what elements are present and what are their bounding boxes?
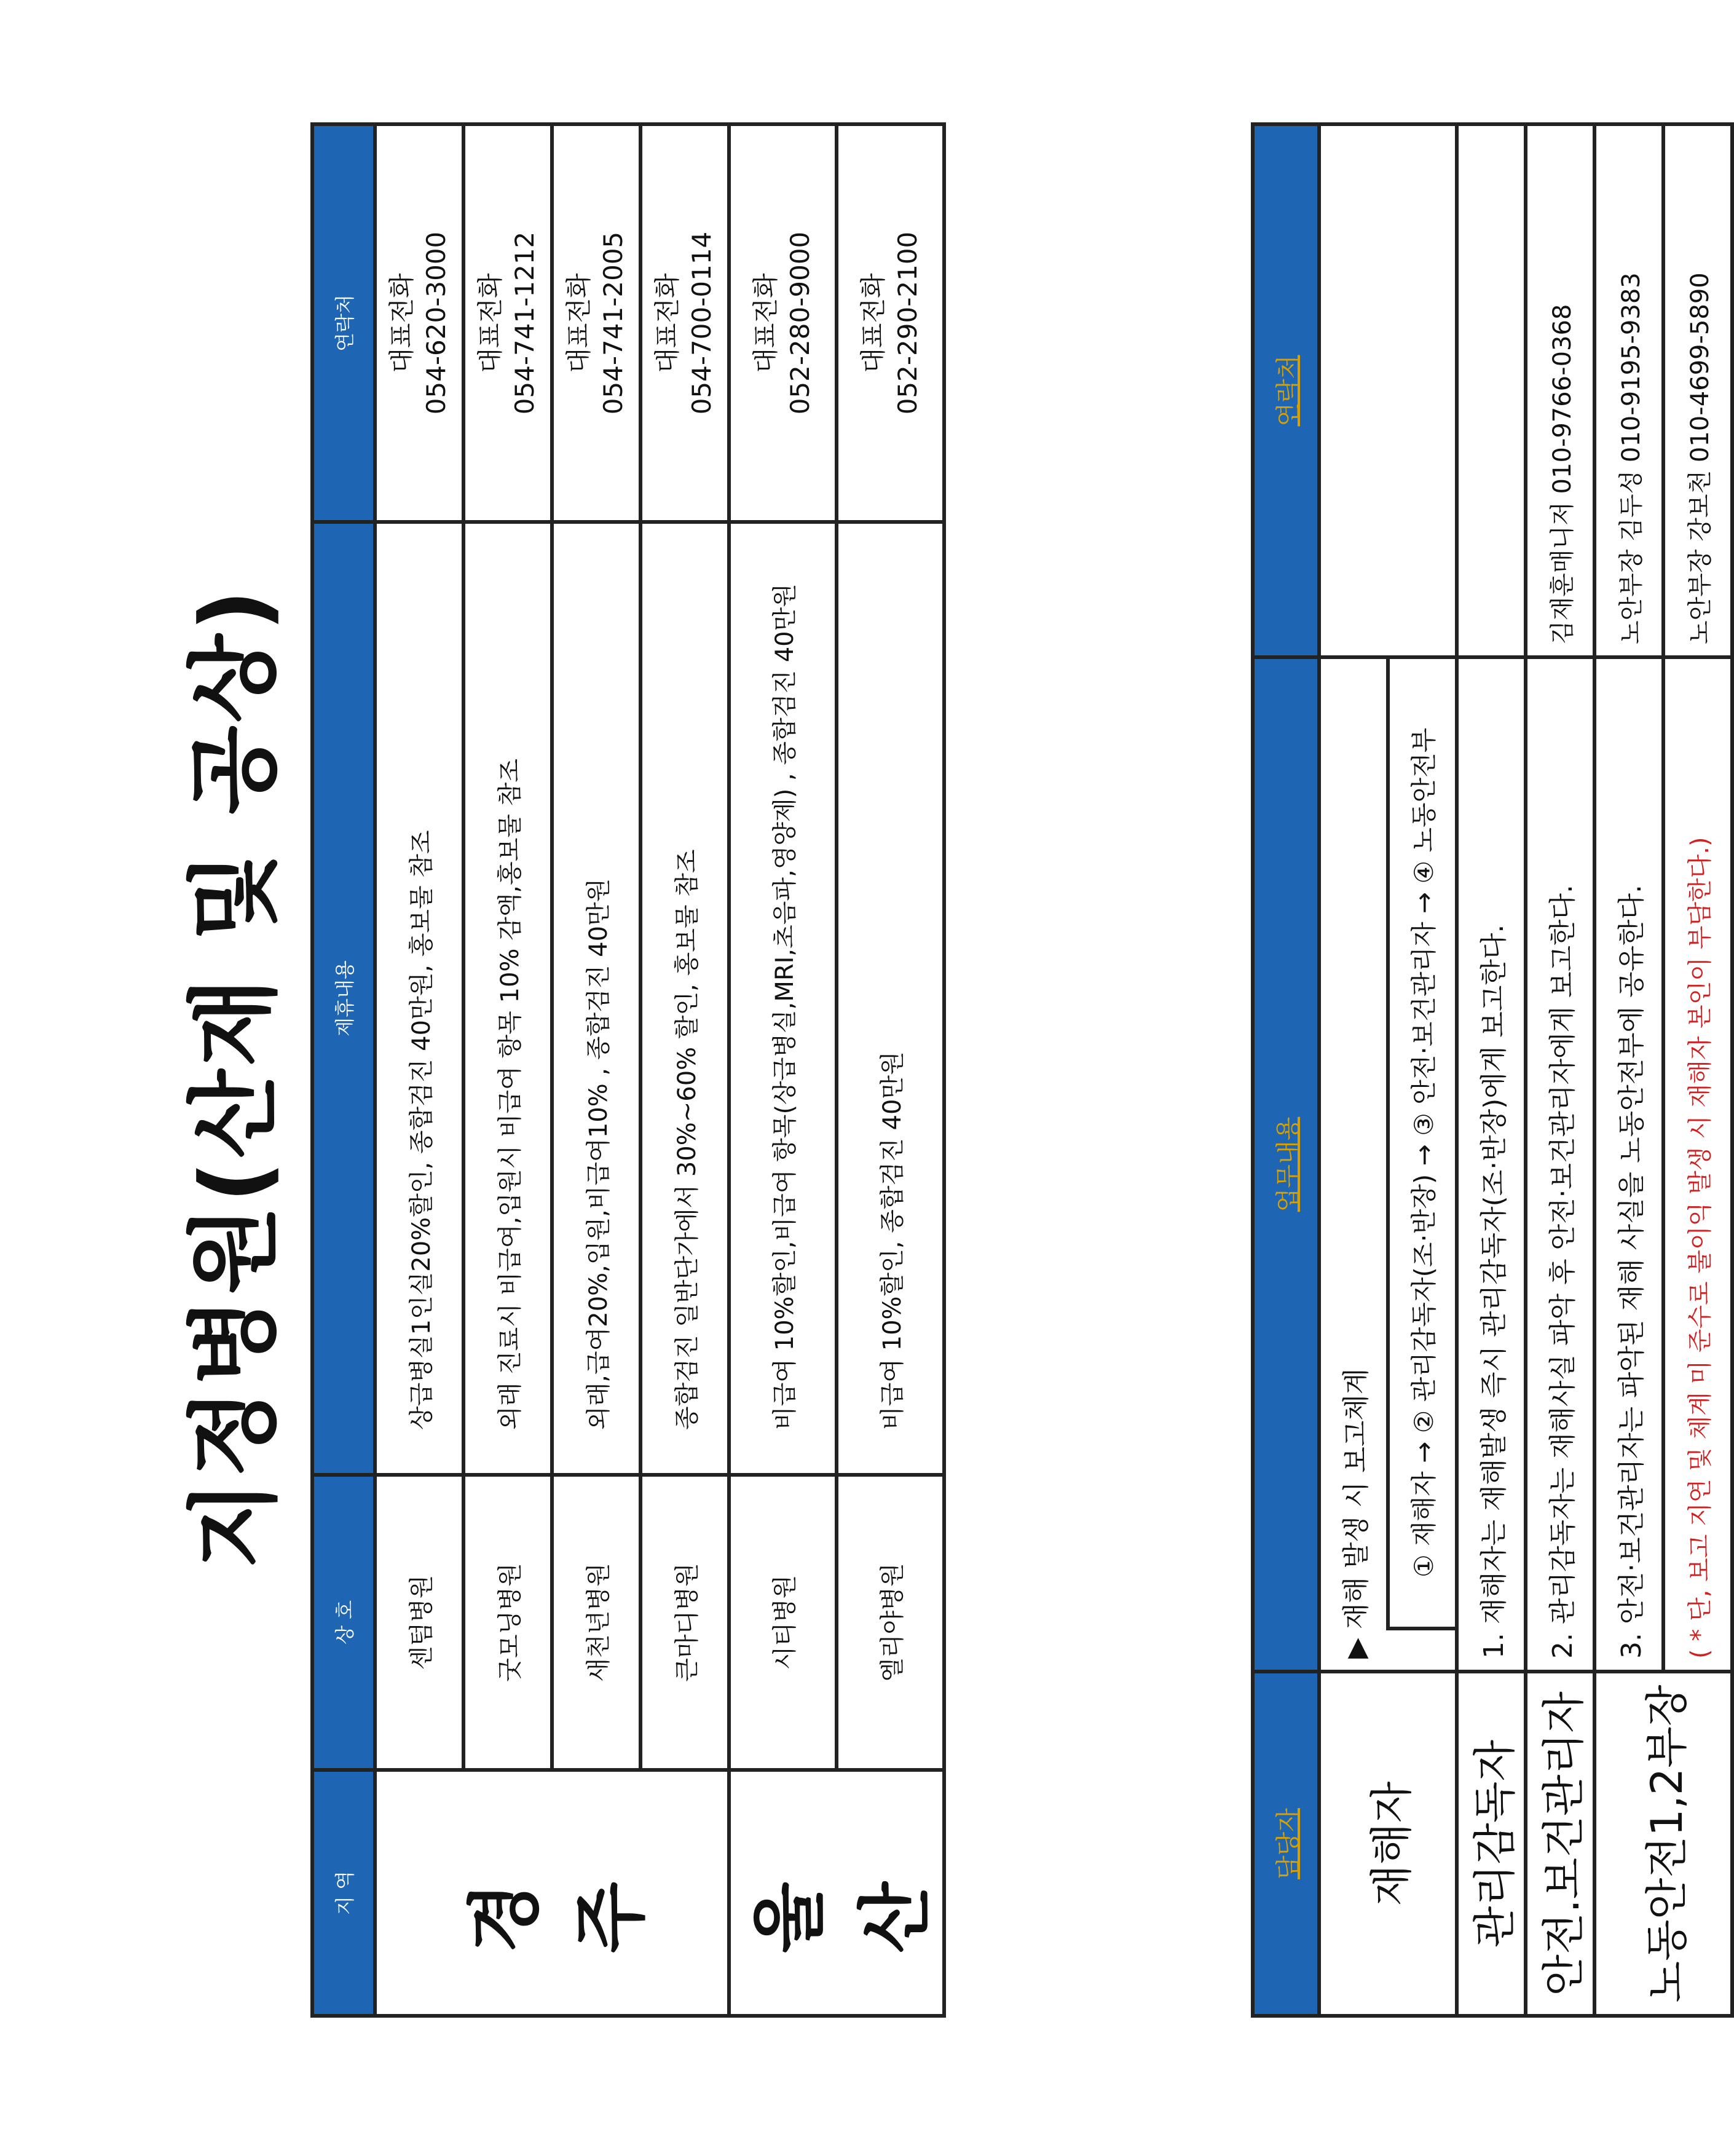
table-row <box>1457 124 1526 2016</box>
hospital-benefit: 상급병실1인실20%할인, 종합검진 40만원, 홍보물 참조 <box>375 522 463 1475</box>
header-hospital: 상 호 <box>312 1475 375 1770</box>
hospital-benefit: 비급여 10%할인, 종합검진 40만원 <box>837 522 944 1475</box>
contact-label: 대표전화 <box>387 273 417 373</box>
contact-phone: 054-741-1212 <box>510 231 540 415</box>
hospital-name: 시티병원 <box>729 1475 837 1770</box>
contact-phone: 052-290-2100 <box>892 231 923 415</box>
page-title: 지정병원(산재 및 공상) <box>181 586 288 1570</box>
indent-spacer <box>1388 1629 1457 1672</box>
table-row <box>552 124 640 2016</box>
table-row <box>1526 124 1594 2016</box>
contact-head-2: 노안부장 강보천 010-4699-5890 <box>1663 124 1732 657</box>
table-row <box>640 124 729 2016</box>
table-row <box>729 124 837 2016</box>
hospital-contact <box>640 124 729 522</box>
region-gyeongju: 경 주 <box>375 1770 729 2016</box>
hospital-benefit: 외래 진료시 비급여,입원시 비급여 항목 10% 감액,홍보물 참조 <box>463 522 552 1475</box>
procedure-table <box>1251 122 1734 2018</box>
contact-label: 대표전화 <box>857 273 888 373</box>
person-supervisor: 관리감독자 <box>1457 1672 1526 2016</box>
contact-empty <box>1457 124 1526 657</box>
contact-phone: 054-700-0114 <box>687 231 717 415</box>
hospital-contact <box>463 124 552 522</box>
header-region: 지 역 <box>312 1770 375 2016</box>
region-ulsan: 울 산 <box>729 1770 944 2016</box>
contact-label: 대표전화 <box>475 273 505 373</box>
header-task: 업무내용 <box>1253 657 1319 1672</box>
hospital-name: 굿모닝병원 <box>463 1475 552 1770</box>
contact-label: 대표전화 <box>652 273 682 373</box>
header-contact: 연락처 <box>312 124 375 522</box>
table-row <box>1594 124 1663 2016</box>
hospital-table-header <box>312 124 375 2016</box>
hospital-name: 엘리야병원 <box>837 1475 944 1770</box>
hospital-name: 큰마디병원 <box>640 1475 729 1770</box>
hospital-name: 새천년병원 <box>552 1475 640 1770</box>
hospital-benefit: 종합검진 일반단가에서 30%~60% 할인, 홍보물 참조 <box>640 522 729 1475</box>
contact-label: 대표전화 <box>750 273 781 373</box>
contact-phone: 054-620-3000 <box>421 231 451 415</box>
table-row <box>837 124 944 2016</box>
person-victim: 재해자 <box>1319 1672 1457 2016</box>
warning-note: ( * 단, 보고 지연 및 체계 미 준수로 불이익 발생 시 재해자 본인이 부담한다.) <box>1663 657 1732 1672</box>
step-2: 2. 관리감독자는 재해사실 파악 후 안전·보건관리자에게 보고한다. <box>1526 657 1594 1672</box>
header-contact: 연락처 <box>1253 124 1319 657</box>
header-benefit: 제휴내용 <box>312 522 375 1475</box>
hospital-benefit: 외래,급여20%,입원,비급여10% , 종합검진 40만원 <box>552 522 640 1475</box>
table-row <box>463 124 552 2016</box>
header-person: 담당자 <box>1253 1672 1319 2016</box>
contact-label: 대표전화 <box>564 273 594 373</box>
report-system-heading: ▶ 재해 발생 시 보고체계 <box>1319 657 1388 1672</box>
report-flow: ① 재해자 → ② 관리감독자(조·반장) → ③ 안전·보건관리자 → ④ 노동안전부 <box>1388 657 1457 1629</box>
hospital-contact <box>375 124 463 522</box>
hospital-benefit: 비급여 10%할인,비급여 항목(상급병실,MRI,초음파,영양제) , 종합검진 40만원 <box>729 522 837 1475</box>
hospital-name: 센텀병원 <box>375 1475 463 1770</box>
contact-empty <box>1319 124 1457 657</box>
contact-phone: 054-741-2005 <box>598 231 628 415</box>
person-labor-safety-heads: 노동안전1,2부장 <box>1594 1672 1732 2016</box>
step-1: 1. 재해자는 재해발생 즉시 관리감독자(조·반장)에게 보고한다. <box>1457 657 1526 1672</box>
contact-head-1: 노안부장 김두성 010-9195-9383 <box>1594 124 1663 657</box>
person-safety-manager: 안전.보건관리자 <box>1526 1672 1594 2016</box>
contact-manager: 김재훈매니저 010-9766-0368 <box>1526 124 1594 657</box>
contact-phone: 052-280-9000 <box>784 231 815 415</box>
procedure-table-header <box>1253 124 1319 2016</box>
hospital-table <box>310 122 946 2018</box>
step-3: 3. 안전·보건관리자는 파악된 재해 사실을 노동안전부에 공유한다. <box>1594 657 1663 1672</box>
hospital-contact <box>729 124 837 522</box>
table-row <box>1319 124 1388 2016</box>
hospital-contact <box>837 124 944 522</box>
table-row <box>375 124 463 2016</box>
hospital-contact <box>552 124 640 522</box>
